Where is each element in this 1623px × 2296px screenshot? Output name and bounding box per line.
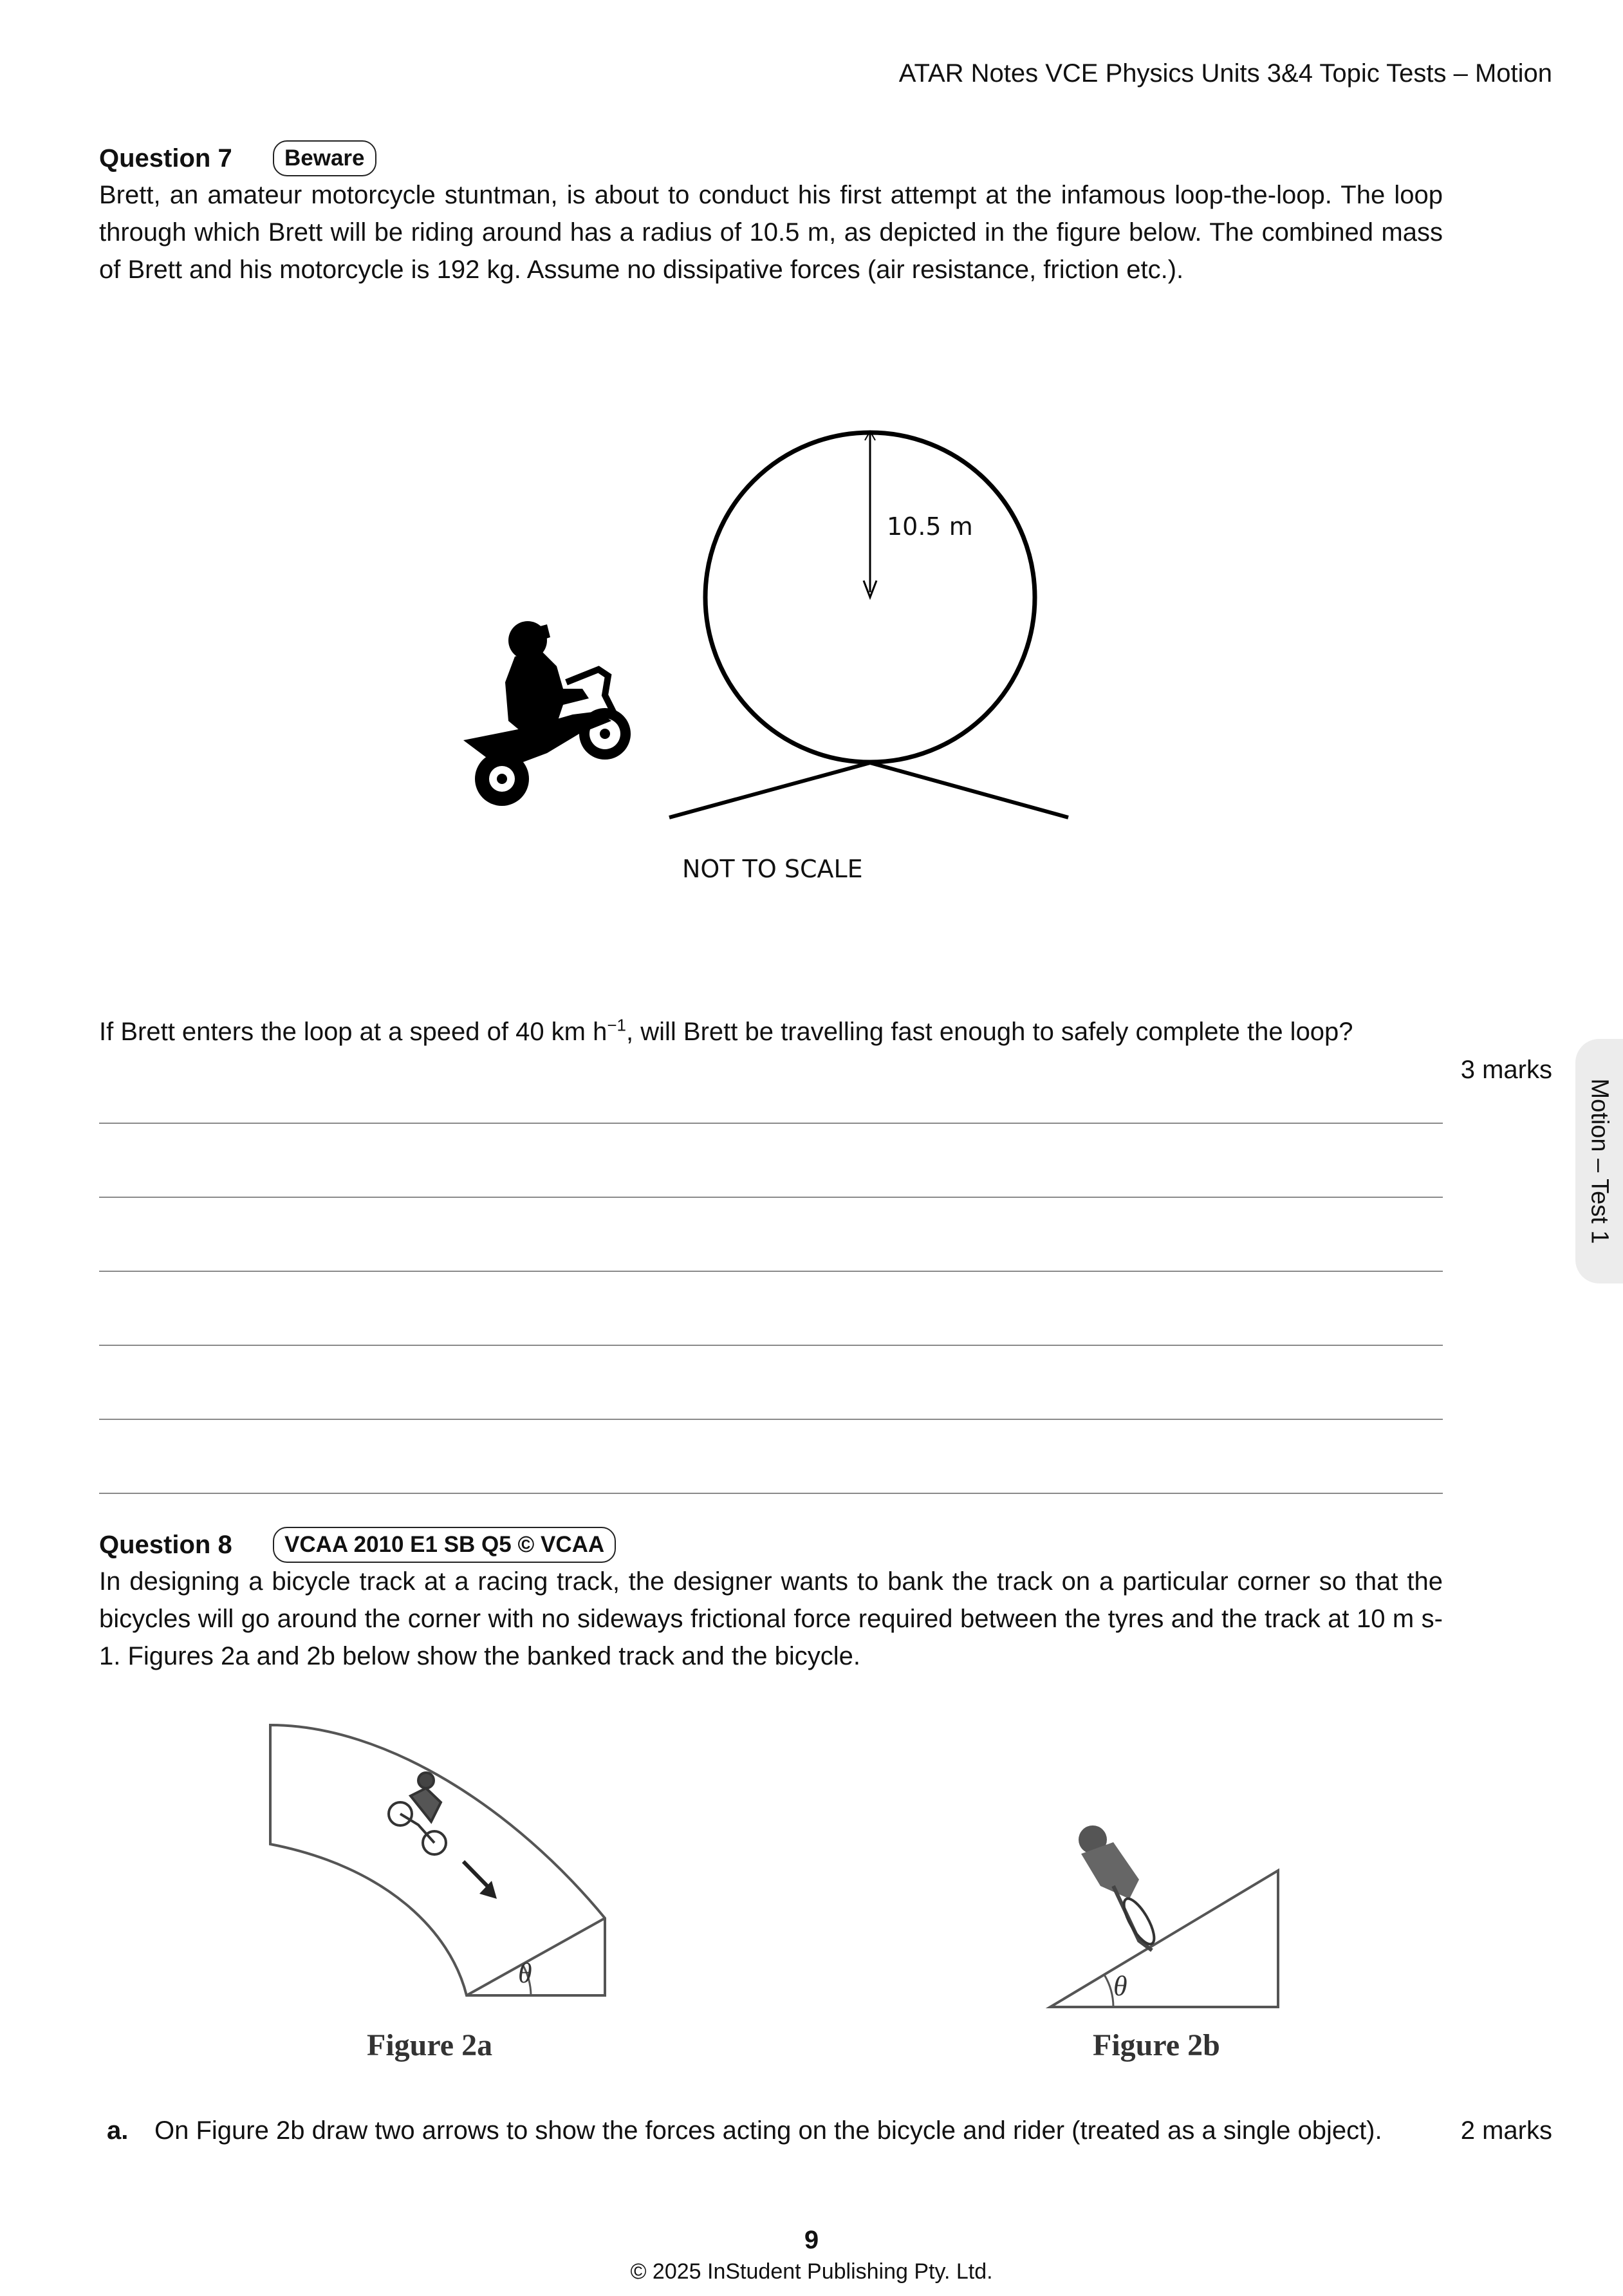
part-a-text: On Figure 2b draw two arrows to show the forces acting on the bicycle and rider (treated as a single object).	[154, 2116, 1382, 2145]
ramp-right	[870, 763, 1068, 817]
question-7-title: Question 7	[99, 144, 232, 173]
motorcycle-rider-icon	[463, 621, 631, 806]
question-7-badge: Beware	[273, 140, 376, 176]
radius-label: 10.5 m	[887, 512, 973, 541]
part-a-marks: 2 marks	[1460, 2116, 1552, 2145]
figure-2b-incline	[1043, 1802, 1300, 2015]
answer-line-5[interactable]	[99, 1419, 1443, 1420]
figure-2a-banked-track	[257, 1712, 618, 2008]
page-number: 9	[804, 2226, 819, 2254]
part-a-label: a.	[107, 2116, 129, 2145]
answer-line-3[interactable]	[99, 1271, 1443, 1272]
figure-2a-theta: θ	[518, 1957, 532, 1989]
side-tab-label: Motion – Test 1	[1586, 1078, 1613, 1244]
question-7-prompt: If Brett enters the loop at a speed of 40 km $h^{-1}$, will Brett be travelling fast enough to safely complete the loop?	[99, 1015, 1353, 1046]
question-7-intro: Brett, an amateur motorcycle stuntman, is about to conduct his first attempt at the infamous loop-the-loop. The loop through which Brett will be riding around has a radius of 10.5 m, as depicted in the figure below. The combined mass of Brett and his motorcycle is 192 kg. Assume no dissipative forces (air resistance, friction etc.).	[99, 181, 1443, 284]
footer-copyright: © 2025 InStudent Publishing Pty. Ltd.	[630, 2259, 993, 2284]
incline-triangle	[1050, 1871, 1278, 2007]
question-7-marks: 3 marks	[1460, 1056, 1552, 1084]
answer-line-4[interactable]	[99, 1345, 1443, 1346]
figure-2b-caption: Figure 2b	[1093, 2028, 1220, 2062]
running-header: ATAR Notes VCE Physics Units 3&4 Topic Tests – Motion	[898, 59, 1552, 88]
ramp-left	[669, 763, 870, 817]
question-8-intro: In designing a bicycle track at a racing track, the designer wants to bank the track on a particular corner so that the bicycles will go around the corner with no sideways frictional force required between the tyres and the track at 10 m s-1. Figures 2a and 2b below show the banked track and the bicycle.	[99, 1567, 1443, 1670]
question-8-badge: VCAA 2010 E1 SB Q5 © VCAA	[273, 1527, 616, 1563]
answer-line-2[interactable]	[99, 1197, 1443, 1198]
figure-2b-theta: θ	[1113, 1970, 1127, 2002]
cyclist-side-icon	[1079, 1825, 1160, 1950]
answer-line-6[interactable]	[99, 1493, 1443, 1494]
loop-the-loop-figure	[450, 412, 1094, 914]
not-to-scale-label: NOT TO SCALE	[682, 855, 863, 883]
track-segment	[270, 1725, 605, 1995]
question-8-title: Question 8	[99, 1531, 232, 1559]
figure-2a-caption: Figure 2a	[367, 2028, 493, 2062]
answer-line-1[interactable]	[99, 1123, 1443, 1124]
